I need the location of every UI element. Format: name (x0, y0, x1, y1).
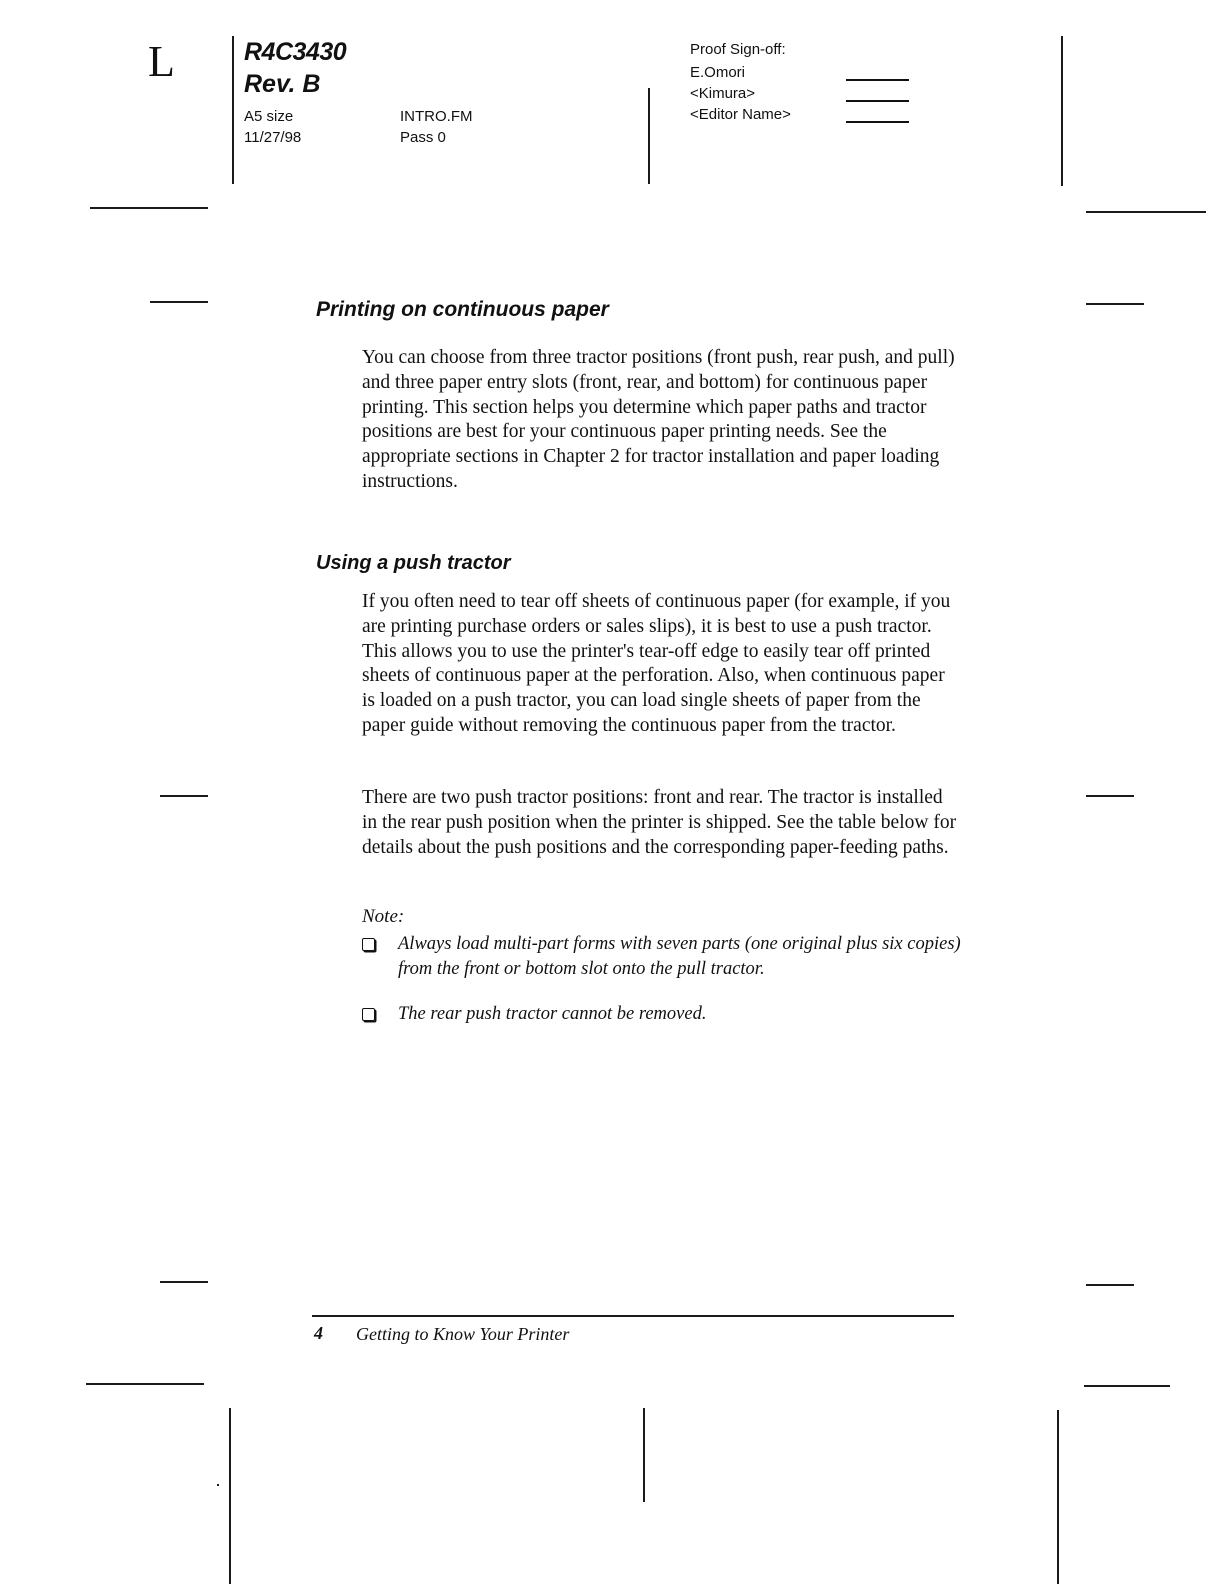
crop-mark-horizontal (90, 207, 208, 209)
crop-mark-vertical (232, 36, 234, 184)
note-item (362, 1002, 962, 1027)
corner-mark: L (148, 37, 175, 86)
footer-title: Getting to Know Your Printer (356, 1324, 570, 1344)
page-number: 4 (314, 1323, 323, 1343)
crop-mark-horizontal (86, 1383, 204, 1385)
stray-dot (217, 1484, 219, 1486)
crop-mark-horizontal (1084, 1385, 1170, 1387)
crop-mark-vertical (643, 1408, 645, 1502)
note-text: The rear push tractor cannot be removed. (398, 1004, 707, 1024)
signoff-name: <Kimura> (690, 85, 756, 102)
intro-paragraph: You can choose from three tractor positions (front push, rear push, and pull) and three paper entry slots (front, rear, and bottom) for continuous paper printing. This section helps you determine which paper paths and tractor positions are best for your continuous paper printing needs. See the appropriate sections in Chapter 2 for tractor installation and paper loading instructions. (362, 347, 955, 492)
note-text: Always load multi-part forms with seven parts (one original plus six copies) from the front or bottom slot onto the pull tractor. (398, 934, 961, 979)
section-heading: Printing on continuous paper (316, 298, 609, 321)
crop-mark-horizontal (150, 301, 208, 303)
document-revision: Rev. B (244, 70, 321, 98)
signoff-name: E.Omori (690, 64, 746, 81)
note-item (362, 932, 962, 982)
checkbox-bullet-icon (362, 1008, 375, 1021)
subsection-heading: Using a push tractor (316, 552, 511, 574)
body-paragraph: There are two push tractor positions: front and rear. The tractor is installed in the rear push position when the printer is shipped. See the table below for details about the push positions and the corresponding paper-feeding paths. (362, 787, 957, 858)
crop-mark-horizontal (1086, 795, 1134, 797)
page-size: A5 size (244, 108, 294, 125)
file-name: INTRO.FM (400, 108, 473, 125)
crop-mark-horizontal (160, 795, 208, 797)
checkbox-bullet-icon (362, 938, 375, 951)
signature-line (846, 79, 909, 81)
proof-pass: Pass 0 (400, 129, 446, 146)
signature-line (846, 121, 909, 123)
crop-mark-horizontal (1086, 1284, 1134, 1286)
footer-rule (312, 1315, 954, 1317)
crop-mark-vertical (1057, 1410, 1059, 1584)
crop-mark-vertical (1061, 36, 1063, 186)
signoff-name: <Editor Name> (690, 106, 791, 123)
crop-mark-vertical (648, 88, 650, 184)
crop-mark-horizontal (1086, 303, 1144, 305)
crop-mark-horizontal (1086, 211, 1206, 213)
proof-signoff-title: Proof Sign-off: (690, 41, 786, 58)
crop-mark-horizontal (160, 1281, 208, 1283)
note-label: Note: (362, 906, 405, 927)
crop-mark-vertical (229, 1408, 231, 1584)
document-id: R4C3430 (244, 38, 347, 66)
signature-line (846, 100, 909, 102)
revision-date: 11/27/98 (244, 129, 302, 146)
body-paragraph: If you often need to tear off sheets of continuous paper (for example, if you are printing purchase orders or sales slips), it is best to use a push tractor. This allows you to use the printer's tear-off edge to easily tear off printed sheets of continuous paper at the perforation. Also, when continuous paper is loaded on a push tractor, you can load single sheets of paper from the paper guide without removing the continuous paper from the tractor. (362, 591, 951, 736)
